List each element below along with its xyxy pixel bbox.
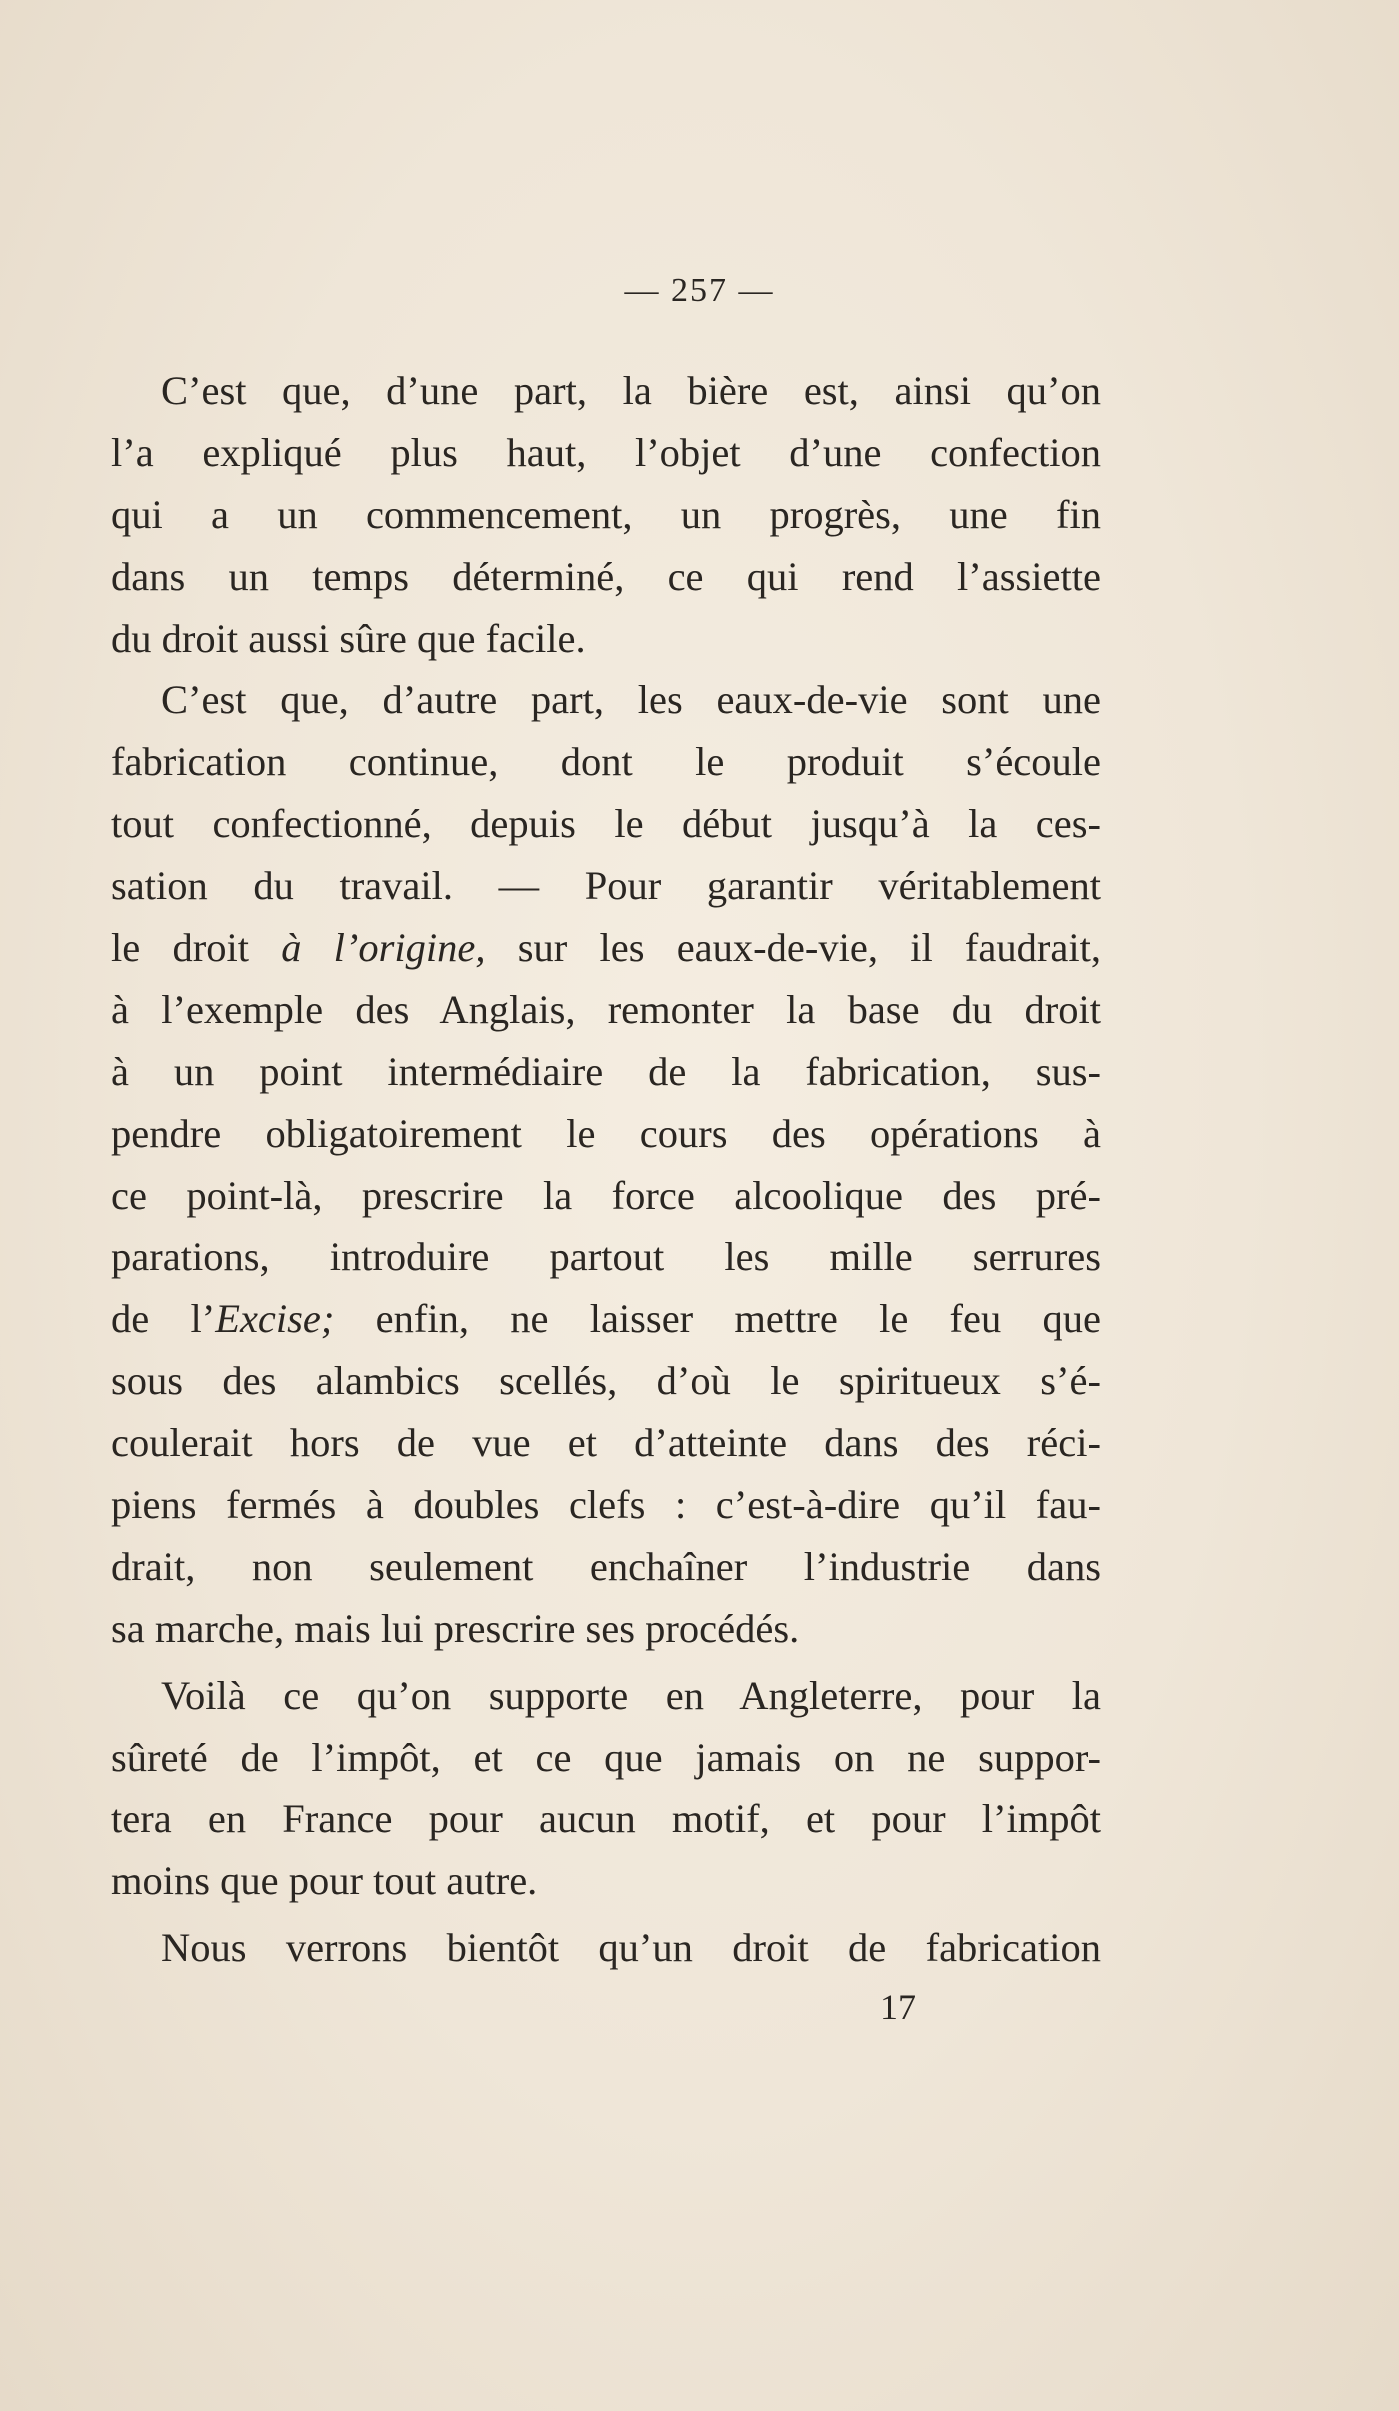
text-line: du droit aussi sûre que facile. <box>111 615 586 661</box>
text-line: dans un temps déterminé, ce qui rend l’assiette <box>111 553 1101 599</box>
italic-phrase: à l’origine, <box>281 925 486 971</box>
text-line: piens fermés à doubles clefs : c’est-à-dire qu’il fau- <box>111 1482 1101 1528</box>
text-line: Voilà ce qu’on supporte en Angleterre, pour la <box>161 1672 1101 1718</box>
text-line: à l’exemple des Anglais, remonter la base du droit <box>111 986 1101 1032</box>
text-segment: enfin, ne laisser mettre le feu que <box>334 1296 1101 1342</box>
italic-phrase: Excise; <box>215 1296 335 1342</box>
text-line: à un point intermédiaire de la fabrication, sus- <box>111 1048 1101 1094</box>
text-line: parations, introduire partout les mille serrures <box>111 1234 1101 1280</box>
text-line: sous des alambics scellés, d’où le spiritueux s’é- <box>111 1358 1101 1404</box>
text-segment: de l’ <box>111 1296 216 1342</box>
text-line: sation du travail. — Pour garantir véritablement <box>111 863 1101 909</box>
text-line: sûreté de l’impôt, et ce que jamais on ne suppor- <box>111 1734 1101 1780</box>
text-line: qui a un commencement, un progrès, une fin <box>111 491 1101 537</box>
text-line: C’est que, d’une part, la bière est, ainsi qu’on <box>161 368 1101 413</box>
text-line: pendre obligatoirement le cours des opérations à <box>111 1110 1101 1156</box>
text-line: sa marche, mais lui prescrire ses procédés. <box>111 1605 800 1651</box>
text-line: fabrication continue, dont le produit s’écoule <box>111 739 1101 785</box>
text-line-with-italic <box>111 917 1101 979</box>
signature-mark: 17 <box>880 1987 916 2027</box>
text-line: tera en France pour aucun motif, et pour l’impôt <box>111 1796 1101 1842</box>
text-line: Nous verrons bientôt qu’un droit de fabrication <box>161 1925 1101 1971</box>
text-segment: le droit <box>111 925 282 971</box>
text-line: coulerait hors de vue et d’atteinte dans des réci- <box>111 1420 1101 1466</box>
text-line-with-italic <box>111 1288 1101 1350</box>
text-line: l’a expliqué plus haut, l’objet d’une confection <box>111 429 1101 475</box>
text-line: tout confectionné, depuis le début jusqu’à la ces- <box>111 801 1101 847</box>
body-text <box>111 360 1101 1979</box>
text-line: moins que pour tout autre. <box>111 1858 538 1904</box>
running-head-page-number: — 257 — <box>624 272 775 309</box>
text-segment: sur les eaux-de-vie, il faudrait, <box>485 925 1101 971</box>
text-line: ce point-là, prescrire la force alcoolique des pré- <box>111 1172 1101 1218</box>
text-line: drait, non seulement enchaîner l’industrie dans <box>111 1543 1101 1589</box>
text-line: C’est que, d’autre part, les eaux-de-vie sont une <box>161 677 1101 723</box>
